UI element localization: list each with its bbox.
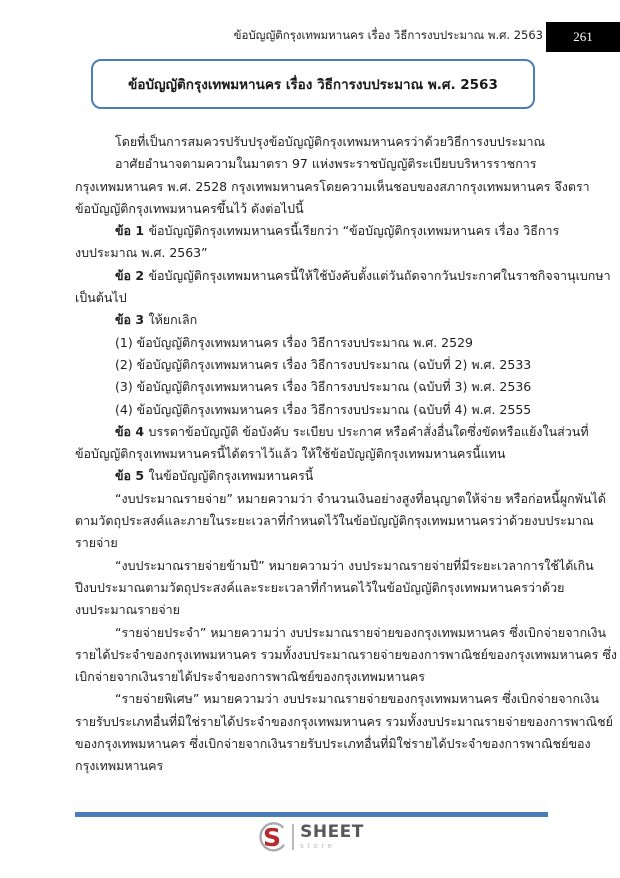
body-line: เป็นต้นไป xyxy=(75,290,127,306)
page-number: 261 xyxy=(573,29,593,44)
body-line: (1) ข้อบัญญัติกรุงเทพมหานคร เรื่อง วิธีการงบประมาณ พ.ศ. 2529 xyxy=(115,334,473,350)
clause-number: ข้อ 4 xyxy=(115,423,149,439)
body-line: “รายจ่ายพิเศษ” หมายความว่า งบประมาณรายจ่ายของกรุงเทพมหานคร ซึ่งเบิกจ่ายจากเงิน xyxy=(115,691,600,707)
body-line: ข้อบัญญัติกรุงเทพมหานครขึ้นไว้ ดังต่อไปนี้ xyxy=(75,200,304,216)
clause-number: ข้อ 1 xyxy=(115,223,149,239)
body-line: งบประมาณรายจ่าย xyxy=(75,602,180,618)
footer-divider xyxy=(75,812,548,817)
clause-number: ข้อ 5 xyxy=(115,468,149,484)
logo-subtitle: store xyxy=(300,842,336,850)
body-line: รายได้ประจำของกรุงเทพมหานคร รวมทั้งงบประมาณรายจ่ายของการพาณิชย์ของกรุงเทพมหานคร ซึ่ง xyxy=(75,646,617,662)
logo-separator xyxy=(292,824,294,850)
body-line: โดยที่เป็นการสมควรปรับปรุงข้อบัญญัติกรุงเทพมหานครว่าด้วยวิธีการงบประมาณ xyxy=(115,134,546,149)
body-line: กรุงเทพมหานคร xyxy=(75,758,164,774)
s-logo-icon xyxy=(256,820,288,854)
running-header-title: ข้อบัญญัติกรุงเทพมหานคร เรื่อง วิธีการงบประมาณ พ.ศ. 2563 xyxy=(233,28,543,42)
body-line: ข้อ 5 ในข้อบัญญัติกรุงเทพมหานครนี้ xyxy=(115,468,314,484)
title-box xyxy=(91,59,535,109)
body-line: งบประมาณ พ.ศ. 2563” xyxy=(75,245,208,261)
body-line: ข้อ 3 ให้ยกเลิก xyxy=(115,312,198,328)
body-line: ตามวัตถุประสงค์และภายในระยะเวลาที่กำหนดไว้ในข้อบัญญัติกรุงเทพมหานครว่าด้วยงบประมาณ xyxy=(75,513,594,529)
body-line: เบิกจ่ายจากเงินรายได้ประจำของการพาณิชย์ของกรุงเทพมหานคร xyxy=(75,669,425,685)
body-line: “งบประมาณรายจ่ายข้ามปี” หมายความว่า งบประมาณรายจ่ายที่มีระยะเวลาการใช้ได้เกิน xyxy=(115,557,594,573)
body-line: ปีงบประมาณตามวัตถุประสงค์และระยะเวลาที่กำหนดไว้ในข้อบัญญัติกรุงเทพมหานครว่าด้วย xyxy=(75,579,565,595)
body-line: อาศัยอำนาจตามความในมาตรา 97 แห่งพระราชบัญญัติระเบียบบริหารราชการ xyxy=(115,156,537,172)
body-line: รายจ่าย xyxy=(75,535,118,551)
body-line: (2) ข้อบัญญัติกรุงเทพมหานคร เรื่อง วิธีการงบประมาณ (ฉบับที่ 2) พ.ศ. 2533 xyxy=(115,356,532,372)
logo-letter: S xyxy=(263,823,282,852)
body-line: (3) ข้อบัญญัติกรุงเทพมหานคร เรื่อง วิธีการงบประมาณ (ฉบับที่ 3) พ.ศ. 2536 xyxy=(115,379,532,395)
body-line: รายรับประเภทอื่นที่มิใช่รายได้ประจำของกรุงเทพมหานคร รวมทั้งงบประมาณรายจ่ายของการพาณิชย์ xyxy=(75,713,613,729)
clause-number: ข้อ 2 xyxy=(115,267,149,283)
body-line: กรุงเทพมหานคร พ.ศ. 2528 กรุงเทพมหานครโดยความเห็นชอบของสภากรุงเทพมหานคร จึงตรา xyxy=(75,178,590,194)
body-line: “รายจ่ายประจำ” หมายความว่า งบประมาณรายจ่ายของกรุงเทพมหานคร ซึ่งเบิกจ่ายจากเงิน xyxy=(115,624,607,640)
logo-name: SHEET xyxy=(300,822,364,842)
body-line: ข้อ 2 ข้อบัญญัติกรุงเทพมหานครนี้ให้ใช้บังคับตั้งแต่วันถัดจากวันประกาศในราชกิจจานุเบกษา xyxy=(115,267,611,283)
body-lines xyxy=(75,131,617,778)
page-number-badge xyxy=(546,22,620,52)
body-line: (4) ข้อบัญญัติกรุงเทพมหานคร เรื่อง วิธีการงบประมาณ (ฉบับที่ 4) พ.ศ. 2555 xyxy=(115,401,532,417)
body-line: ของกรุงเทพมหานคร ซึ่งเบิกจ่ายจากเงินรายรับประเภทอื่นที่มิใช่รายได้ประจำของการพาณิชย์ของ xyxy=(75,736,591,752)
sheet-store-logo xyxy=(0,820,620,854)
clause-number: ข้อ 3 xyxy=(115,312,149,328)
body-line: ข้อบัญญัติกรุงเทพมหานครนี้ได้ตราไว้แล้ว ให้ใช้ข้อบัญญัติกรุงเทพมหานครนี้แทน xyxy=(75,446,506,462)
body-line: ข้อ 1 ข้อบัญญัติกรุงเทพมหานครนี้เรียกว่า “ข้อบัญญัติกรุงเทพมหานคร เรื่อง วิธีการ xyxy=(115,223,560,239)
body-line: “งบประมาณรายจ่าย” หมายความว่า จำนวนเงินอย่างสูงที่อนุญาตให้จ่าย หรือก่อหนี้ผูกพันได้ xyxy=(115,490,606,506)
body-line: ข้อ 4 บรรดาข้อบัญญัติ ข้อบังคับ ระเบียบ ประกาศ หรือคำสั่งอื่นใดซึ่งขัดหรือแย้งในส่วนที่ xyxy=(115,423,589,439)
page-title: ข้อบัญญัติกรุงเทพมหานคร เรื่อง วิธีการงบประมาณ พ.ศ. 2563 xyxy=(128,77,498,93)
